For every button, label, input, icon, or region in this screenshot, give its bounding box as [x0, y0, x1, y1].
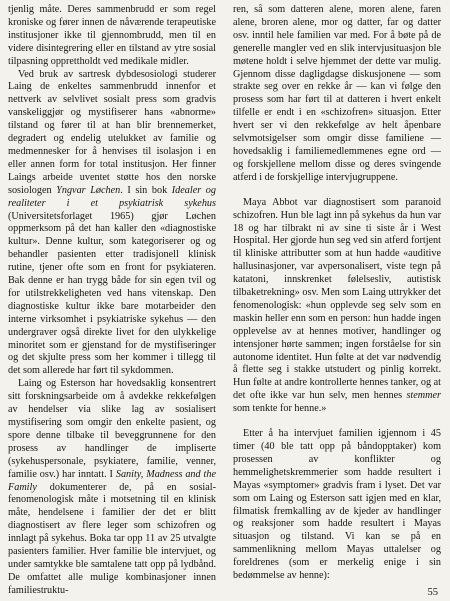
paragraph: ren, så som datteren alene, moren alene, faren alene, broren alene, mor og datter, far og datter osv. inntil hele familien var med. For å bøte på de generelle mangler ved en slik intervjusituasjon ble møtene holdt i selve hjemmet der dette var mulig. Gjennom disse dagligdagse diskusjonene — som strakte seg over en rekke år — kan vi følge den prosess som har ført til at datteren i hvert enkelt tilfelle er endt i en «schizofren» situasjon. Etter hvert ser vi den rekkefølge av helt åpenbare selvmotsigelser som omgir disse familiene — hovedsaklig i familiemedlemmenes egne ord — og forskjellene mellom disse og deres svingende atferd i de forskjellige intervjugruppene.	[233, 4, 441, 183]
text-run: som tenkte for henne.»	[233, 403, 327, 415]
author-name: Yngvar Løchen	[56, 184, 121, 196]
book-title: Sanity, Madness and the Family	[8, 468, 216, 493]
text-run: Laing og Esterson har hovedsaklig konsentrert sitt forskningsarbeide om å avdekke rekkefølgen av hendelser via slike lag av sosialisert mystifisering som omgir den enkelte pasient, og spore denne tilbake til beveggrunnene for den prosess av handlinger de impliserte (sykehuspersonale, psykiatere, familie, venner, familie osv.) har inntatt. I	[8, 378, 216, 480]
text-run: (Universitetsforlaget 1965) gjør Løchen oppmerksom på det han kaller den «diagnostiske kultur». Denne kultur, som kategoriserer og og behandler pasienten etter tradisjonell klinisk rutine, tjener ofte som en front for psykiateren. Bak denne er han trygg både for sin egen tvil og for utilstrekkeligheten ved hans vitenskap. Den diagnostiske kultur ikke bare motarbeider den interne virksomhet i psykiatriske sykehus — den undergraver også direkte livet for den ulykkelige minoritet som er gjenstand for de mystifiseringer og det skjulte press som her kommer i tillegg til det som allerede har ført til sykdommen.	[8, 210, 216, 377]
right-text-column	[233, 4, 441, 583]
text-run: Ved bruk av sartresk dybdesosiologi studerer Laing de enkeltes sammenbrudd innenfor et nettverk av selvlivet sosialt press som gradvis vanskeliggjør og mystifiserer hans «abnorme» tilstand og fører til at han blir brennemerket, degradert og endelig utelukket av familie og medmennesker for å henvises til isolasjon i en eller annen form for total institusjon. Her finner Laings arbeide uventet støtte hos den norske sosiologen	[8, 68, 216, 196]
paragraph	[8, 378, 216, 597]
paragraph	[233, 197, 441, 416]
emphasis: stemmer	[406, 390, 441, 402]
text-run: dokumenterer de, på en sosial-fenomenologisk måte i motsetning til en klinisk måte, hendelsene i familier der det er blitt diagnostisert av flere leger som schizofren og innlagt på sykehus. Boka tar opp 11 av 25 utvalgte pasienters familier. Hver familie ble intervjuet, og under samtykke ble samtalene tatt opp på lydbånd. De omfattet alle mulige kombinasjoner innen familiestruktu-	[8, 481, 216, 596]
book-title: Idealer og realiteter i et psykiatrisk sykehus	[8, 184, 216, 209]
paragraph: Etter å ha intervjuet familien igjennom i 45 timer (40 ble tatt opp på båndopptaker) kom prosessen av konflikter og hemmelighetskremmerier som hadde resultert i Mayas «symptomer» gradvis fram i lyset. Det var som om Laing og Esterson satt igjen med en klar, filmatisk fremkalling av de kjeder av handlinger og reaksjoner som hadde resultert i Mayas situasjon og tilstand. Vi kan se på en sammenlikning mellom Mayas uttalelser og foreldrenes (som er merkelig enige i sin bedømmelse av henne):	[233, 428, 441, 582]
text-run: . I sin bok	[120, 184, 172, 196]
page-number: 55	[427, 587, 438, 598]
text-run: Maya Abbot var diagnostisert som paranoid schizofren. Hun ble lagt inn på sykehus da hun var 18 og har tilbrakt ni av sine ti siste år i West Hospital. Her gjorde hun seg ved sin atferd fortjent til kliniske attributter som at hun hadde «auditive hallusinasjoner, var avpersonalisert, viste tegn på katatoni, innskrenket følelsesliv, autistisk tilbaketrekning» osv. Men som Laing uttrykker det fenomenologisk: «hun opplevde seg selv som en maskin heller enn som en person: hun hadde ingen opplevelse av at hennes motiver, handlinger og intensjoner hørte sammen; ingen forståelse for sin autonome identitet. Hun følte at det var nødvendig å flette seg i stakke utstudert og pinlig korrekt. Hun følte at andre kontrollerte hennes tanker, og at det ofte ikke var hun selv, men hennes	[233, 196, 441, 402]
paragraph: tjenlig måte. Deres sammenbrudd er som regel kroniske og fører innen de nåværende terapeutiske institusjoner ikke til gjennombrudd, men til en videre disintegrering eller en tilstand av ytre sosial tilpasning opprettholdt ved medikale midler.	[8, 4, 216, 67]
paragraph	[8, 69, 216, 379]
left-text-column	[8, 4, 216, 598]
